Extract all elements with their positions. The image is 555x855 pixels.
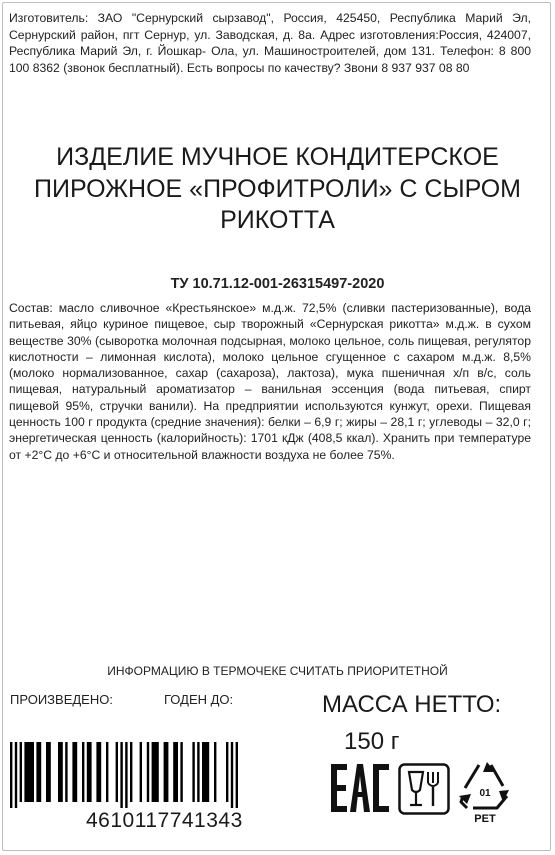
recycle-icon (457, 760, 513, 826)
produced-label: ПРОИЗВЕДЕНО: (10, 692, 113, 707)
barcode-bar (130, 742, 132, 802)
thermo-receipt-notice: ИНФОРМАЦИЮ В ТЕРМОЧЕКЕ СЧИТАТЬ ПРИОРИТЕТНОЙ (107, 664, 448, 678)
barcode-bar (96, 742, 101, 802)
barcode (10, 742, 238, 808)
recycle-material: PET (474, 813, 496, 825)
barcode-bar (152, 742, 159, 802)
food-safe-icon (398, 763, 450, 815)
barcode-bar (24, 742, 34, 802)
barcode-bar (202, 742, 209, 802)
barcode-bar (140, 742, 142, 802)
barcode-bar (180, 742, 182, 802)
manufacturer-info: Изготовитель: ЗАО "Сернурский сырзавод", Россия, 425450, Республика Марий Эл, Сернурский район, пгт Сернур, ул. Заводская, д. 8а. Адрес изготовления:Россия, 424007, Республика Марий Эл, г. Йошкар- Ола, ул. Машиностроителей, дом 131. Телефон: 8 800 100 8362 (звонок бесплатный). Есть вопросы по качеству? Звони 8 937 937 08 80 (9, 11, 531, 75)
recycle-code: 01 (479, 788, 491, 799)
barcode-number: 4610117741343 (86, 809, 243, 832)
barcode-bar (36, 742, 41, 802)
composition-text: Состав: масло сливочное «Крестьянское» м.д.ж. 72,5% (сливки пастеризованные), вода питьевая, яйцо куриное пищевое, сыр творожный «Сернурская рикотта» м.д.ж. в сухом веществе 30% (сыворотка молочная подсырная, молоко цельное, соль пищевая, регулятор кислотности – лимонная кислота), молоко цельное сгущенное с сахаром м.д.ж. 8,5% (молоко нормализованное, сахар (сахароза), лактоза), мука пшеничная х/п в/с, соль пищевая, натуральный ароматизатор – ванильная эссенция (вода питьевая, спирт пищевой 95%, стручки ванили). На предприятии используются кунжут, орехи. Пищевая ценность 100 г продукта (средние значения): белки – 6,9 г; жиры – 28,1 г; углеводы – 32,0 г; энергетическая ценность (калорийность): 1701 кДж (408,5 ккал). Хранить при температуре от +2°С до +6°С и относительной влажности воздуха не более 75%. (9, 301, 531, 462)
barcode-bar (231, 742, 233, 808)
best-before-label: ГОДЕН ДО: (164, 692, 234, 707)
barcode-bar (197, 742, 199, 802)
barcode-bar (46, 742, 51, 802)
net-mass-label: МАССА НЕТТО: (322, 691, 502, 718)
barcode-bar (87, 742, 92, 802)
net-mass-value: 150 г (344, 728, 400, 755)
eac-mark-icon (330, 762, 390, 814)
barcode-bar (20, 742, 22, 802)
barcode-bar (147, 742, 149, 802)
barcode-bar (116, 742, 118, 802)
barcode-bar (10, 742, 12, 808)
barcode-bar (15, 742, 17, 808)
product-title: ИЗДЕЛИЕ МУЧНОЕ КОНДИТЕРСКОЕ ПИРОЖНОЕ «ПРОФИТРОЛИ» С СЫРОМ РИКОТТА (34, 143, 521, 234)
tech-spec-code: ТУ 10.71.12-001-26315497-2020 (170, 276, 385, 292)
barcode-bar (125, 742, 127, 808)
barcode-bar (226, 742, 228, 802)
barcode-bar (214, 742, 216, 802)
barcode-bar (164, 742, 169, 802)
barcode-bar (106, 742, 108, 802)
barcode-bar (236, 742, 238, 808)
barcode-bar (192, 742, 194, 802)
barcode-bar (58, 742, 63, 802)
barcode-bar (65, 742, 67, 802)
barcode-bar (120, 742, 122, 808)
barcode-bar (72, 742, 77, 802)
barcode-bar (82, 742, 84, 802)
barcode-bar (173, 742, 178, 802)
